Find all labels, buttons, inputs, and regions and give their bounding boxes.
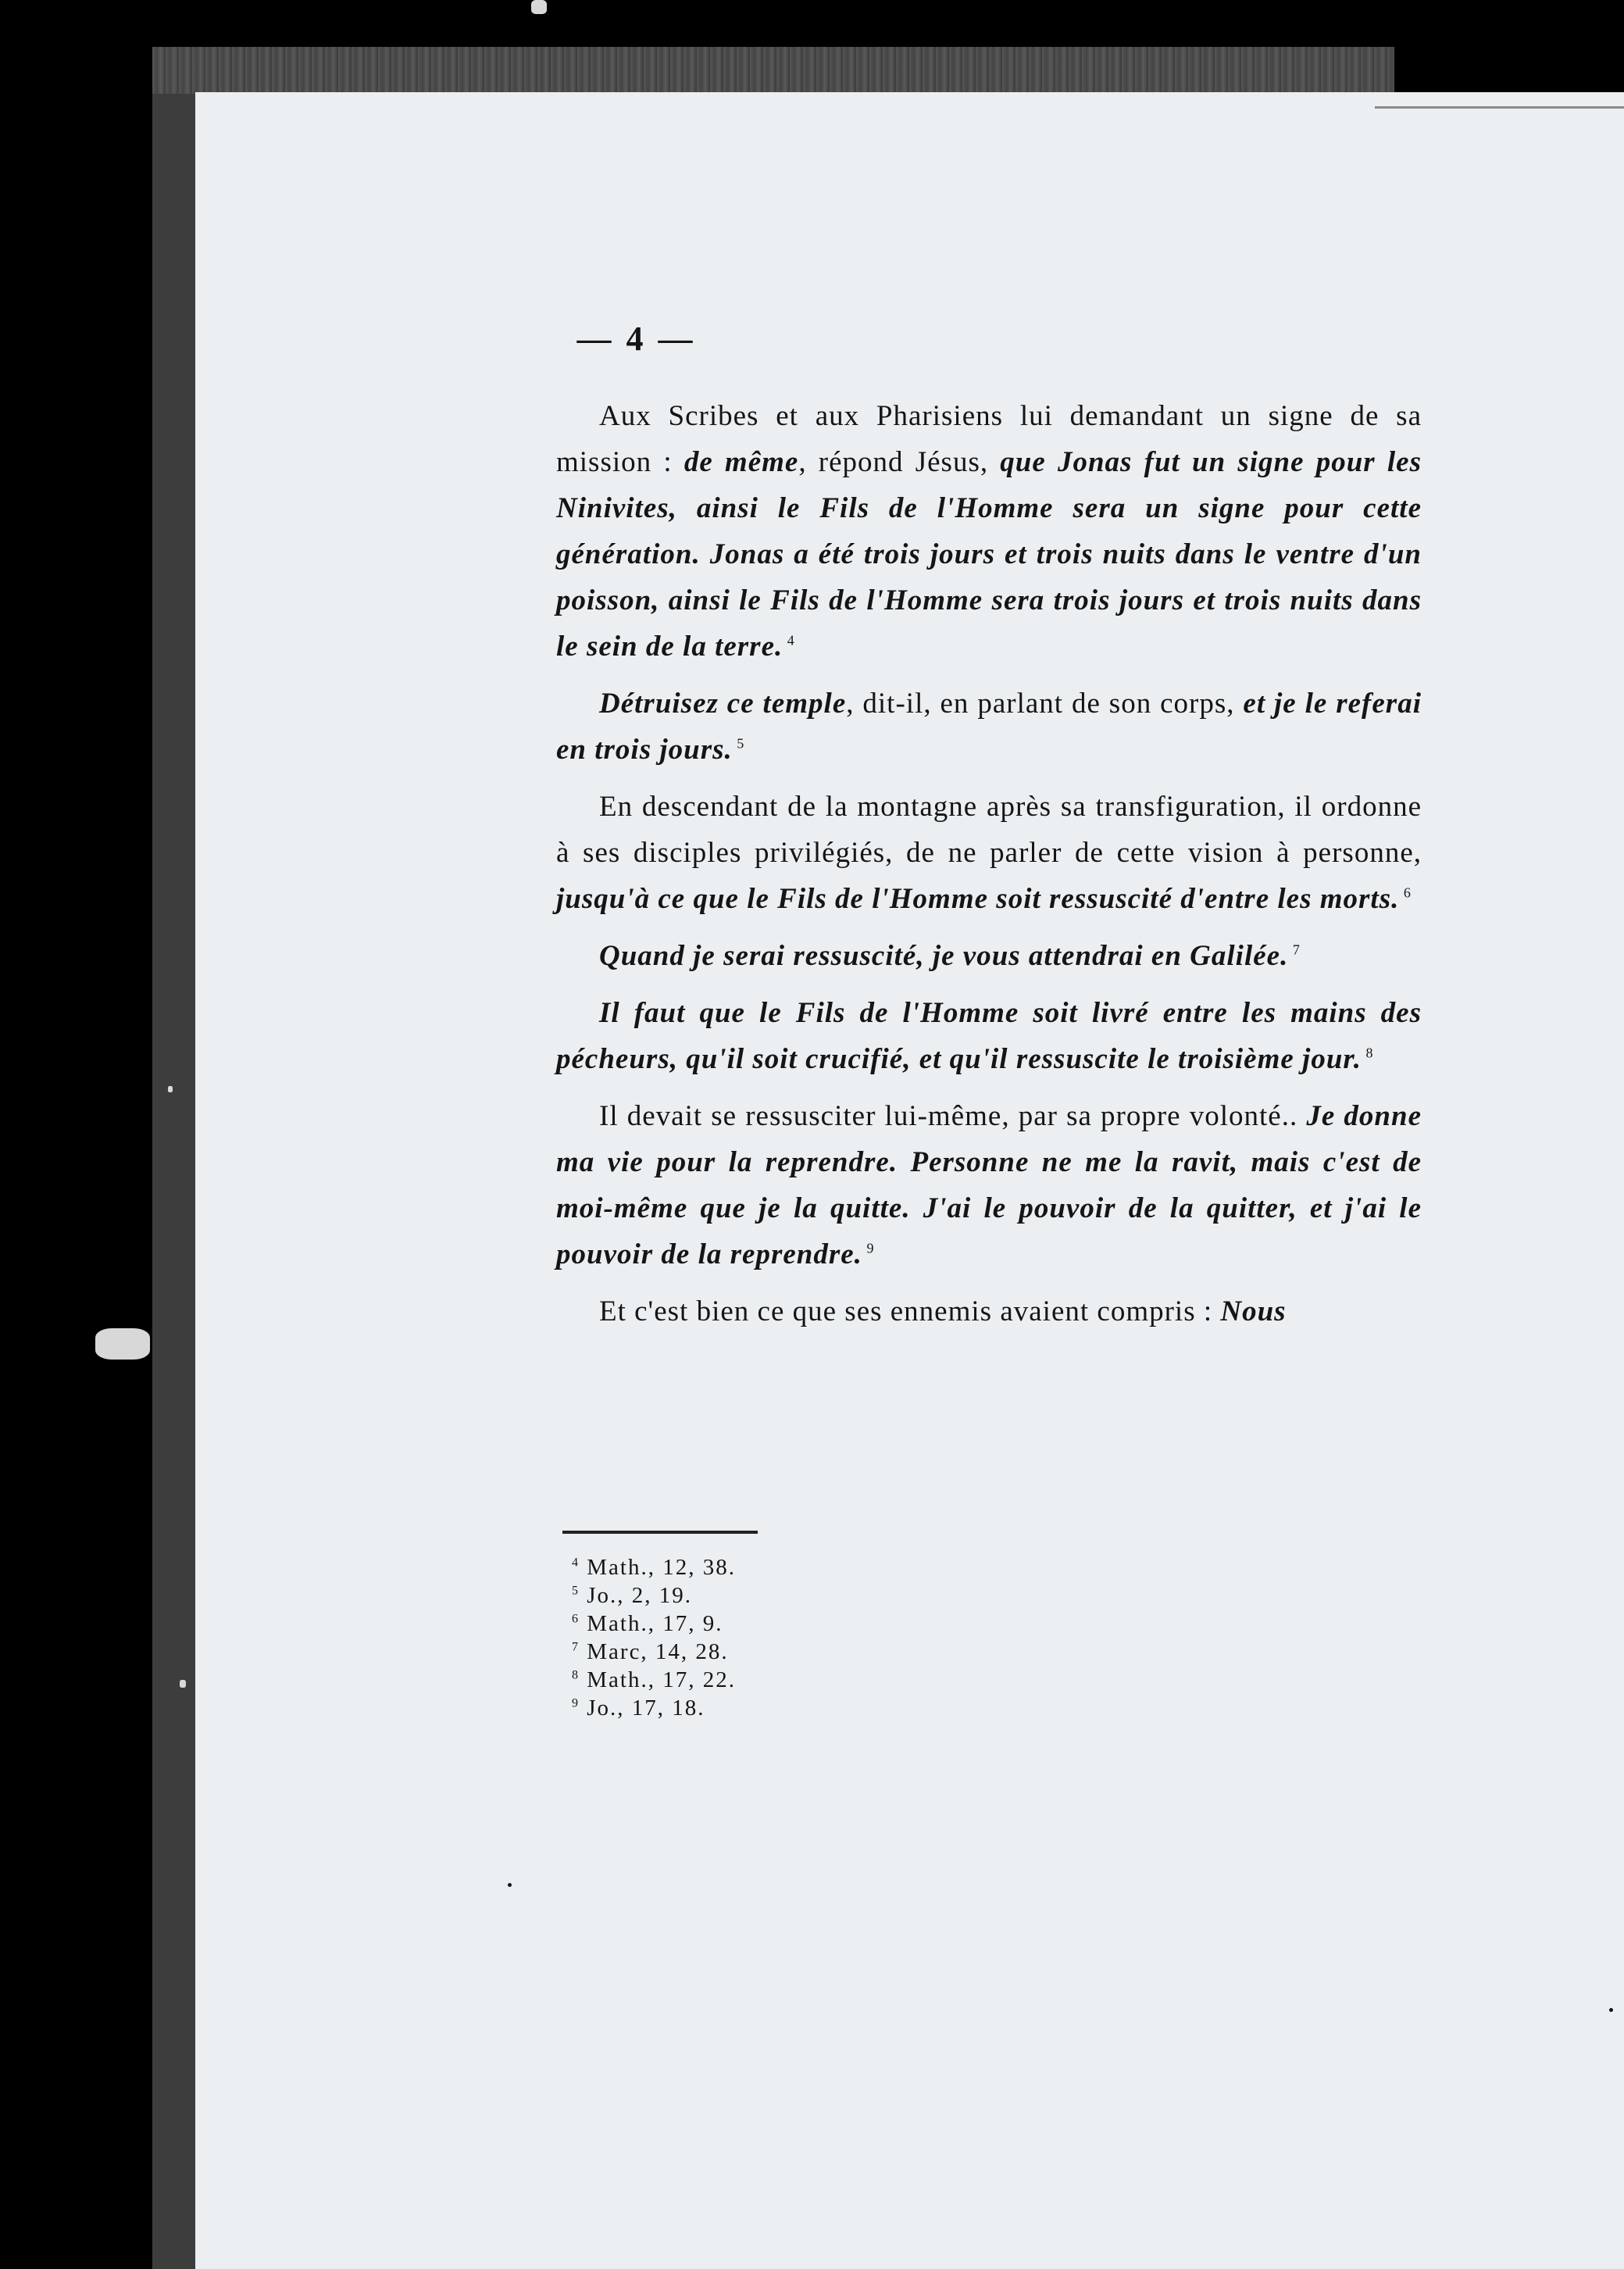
scan-speck xyxy=(508,1883,512,1887)
footnote-item xyxy=(572,1694,1040,1722)
scanner-edge xyxy=(152,47,1394,94)
footnote-reference: 7 xyxy=(1288,942,1301,958)
footnotes-list xyxy=(572,1553,1040,1722)
paragraph xyxy=(556,990,1422,1082)
footnote-reference: 6 xyxy=(1399,884,1412,901)
footnote-separator xyxy=(562,1531,758,1534)
footnote-text: Math., 17, 22. xyxy=(580,1667,736,1692)
footnote-reference: 4 xyxy=(783,632,795,649)
paragraph xyxy=(556,933,1422,979)
paragraph xyxy=(556,681,1422,773)
footnote-text: Jo., 2, 19. xyxy=(580,1583,693,1608)
footnote-number: 9 xyxy=(572,1696,580,1710)
quotation-text: Il faut que le Fils de l'Homme soit livré entre les mains des pécheurs, qu'il soit crucifié, et qu'il ressuscite le troisième jour. xyxy=(556,997,1422,1075)
footnote-item xyxy=(572,1553,1040,1581)
footnote-item xyxy=(572,1610,1040,1638)
footnote-reference: 9 xyxy=(862,1240,875,1256)
text-segment: Il devait se ressusciter lui-même, par sa propre volonté.. xyxy=(599,1100,1307,1132)
quotation-text: Quand je serai ressuscité, je vous attendrai en Galilée. xyxy=(599,940,1289,972)
text-segment: , répond Jésus, xyxy=(798,446,1001,478)
page-number: — 4 — xyxy=(576,320,696,358)
quotation-text: Nous xyxy=(1220,1295,1287,1327)
footnote-number: 8 xyxy=(572,1668,580,1682)
paragraph xyxy=(556,784,1422,922)
text-segment: Aux Scribes et aux Pharisiens lui demandant un signe de sa mission : xyxy=(556,400,1422,478)
paragraph xyxy=(556,1093,1422,1277)
footnote-item xyxy=(572,1666,1040,1694)
footnote-number: 7 xyxy=(572,1640,580,1654)
scan-speck xyxy=(1609,2008,1613,2012)
scan-speck xyxy=(531,0,547,14)
scan-speck xyxy=(180,1680,186,1688)
quotation-text: de même xyxy=(684,446,799,478)
quotation-text: Détruisez ce temple xyxy=(599,688,847,720)
text-segment: Et c'est bien ce que ses ennemis avaient compris : xyxy=(599,1295,1221,1327)
footnote-number: 6 xyxy=(572,1612,580,1626)
footnote-reference: 8 xyxy=(1362,1045,1374,1061)
footnote-reference: 5 xyxy=(732,735,745,752)
paragraph xyxy=(556,1288,1422,1335)
document-page xyxy=(195,92,1624,2269)
footnote-text: Jo., 17, 18. xyxy=(580,1695,705,1721)
quotation-text: Je donne ma vie pour la reprendre. Personne ne me la ravit, mais c'est de moi-même que je la quitte. J'ai le pouvoir de la quitter, et j'ai le pouvoir de la reprendre. xyxy=(556,1100,1422,1270)
paragraph xyxy=(556,393,1422,670)
footnote-item xyxy=(572,1581,1040,1610)
footnote-text: Math., 12, 38. xyxy=(580,1555,736,1580)
footnote-item xyxy=(572,1638,1040,1666)
quotation-text: que Jonas fut un signe pour les Ninivites, ainsi le Fils de l'Homme sera un signe pour cette génération. Jonas a été trois jours et trois nuits dans le ventre d'un poisson, ainsi le Fils de l'Homme sera trois jours et trois nuits dans le sein de la terre. xyxy=(556,446,1422,663)
body-text xyxy=(556,393,1422,1345)
quotation-text: et je le referai en trois jours. xyxy=(556,688,1422,766)
scan-speck xyxy=(168,1086,173,1092)
footnote-text: Math., 17, 9. xyxy=(580,1611,723,1636)
text-segment: , dit-il, en parlant de son corps, xyxy=(846,688,1244,720)
scan-speck xyxy=(95,1328,150,1360)
footnote-number: 4 xyxy=(572,1556,580,1570)
footnote-number: 5 xyxy=(572,1584,580,1598)
quotation-text: jusqu'à ce que le Fils de l'Homme soit ressuscité d'entre les morts. xyxy=(556,883,1400,915)
page-edge-rule xyxy=(1375,106,1624,109)
footnote-text: Marc, 14, 28. xyxy=(580,1639,729,1664)
text-segment: En descendant de la montagne après sa transfiguration, il ordonne à ses disciples privilégiés, de ne parler de cette vision à personne, xyxy=(556,791,1422,869)
